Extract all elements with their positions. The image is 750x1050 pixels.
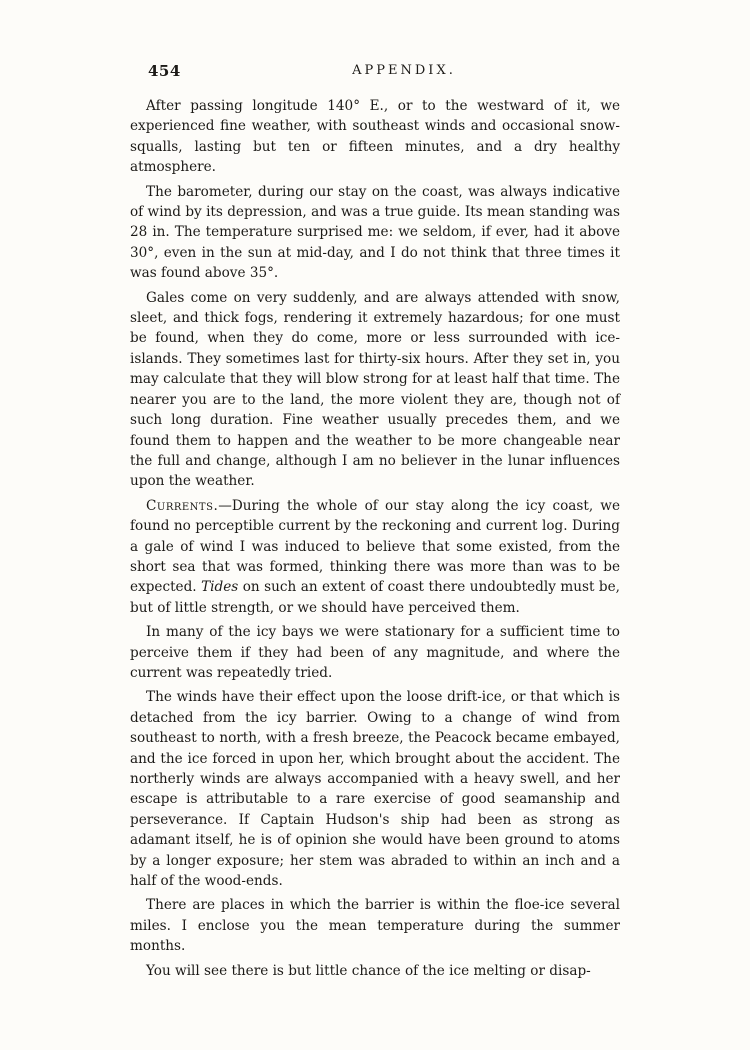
running-title: APPENDIX. <box>352 63 456 78</box>
paragraph-ice-melting: You will see there is but little chance of the ice melting or disap- <box>146 962 591 979</box>
body-text <box>130 96 620 983</box>
currents-text-a: —During the whole of our stay along the icy coast, we found no perceptible current by the reckoning and current log. During a gale of wind I was induced to believe that some existed, from the short sea that was formed, thinking there was more than was to be expected. <box>130 497 620 596</box>
tides-italic: Tides <box>201 579 239 596</box>
running-head <box>148 62 620 86</box>
paragraph-icy-bays: In many of the icy bays we were stationary for a sufficient time to perceive them if they had been of any magnitude, and where the current was repeatedly tried. <box>130 624 620 681</box>
paragraph-gales: Gales come on very suddenly, and are always attended with snow, sleet, and thick fogs, rendering it extremely hazardous; for one must be found, when they do come, more or less surrounded with ice-islands. They sometimes last for thirty-six hours. After they set in, you may calculate that they will blow strong for at least half that time. The nearer you are to the land, the more violent they are, though not of such long duration. Fine weather usually precedes them, and we found them to happen and the weather to be more changeable near the full and change, although I am no believer in the lunar influences upon the weather. <box>130 289 620 490</box>
paragraph-barrier: There are places in which the barrier is within the floe-ice several miles. I enclose you the mean temperature during the summer months. <box>130 897 620 955</box>
paragraph-winds-drift-ice: The winds have their effect upon the loose drift-ice, or that which is detached from the icy barrier. Owing to a change of wind from southeast to north, with a fresh breeze, the Peacock became embayed, and the ice forced in upon her, which brought about the accident. The northerly winds are always accompanied with a heavy swell, and her escape is attributable to a rare exercise of good seamanship and perseverance. If Captain Hudson's ship had been as strong as adamant itself, he is of opinion she would have been ground to atoms by a longer exposure; her stem was abraded to within an inch and a half of the wood-ends. <box>130 689 620 890</box>
paragraph-longitude-weather: After passing longitude 140° E., or to the westward of it, we experienced fine weather, with southeast winds and occasional snow-squalls, lasting but ten or fifteen minutes, and a dry healthy atmosphere. <box>130 98 620 176</box>
paragraph-barometer: The barometer, during our stay on the coast, was always indicative of wind by its depression, and was a true guide. Its mean standing was 28 in. The temperature surprised me: we seldom, if ever, had it above 30°, even in the sun at mid-day, and I do not think that three times it was found above 35°. <box>130 183 620 282</box>
page-number: 454 <box>148 62 181 80</box>
currents-heading: Currents. <box>146 497 219 514</box>
currents-text-b: on such an extent of coast there undoubtedly must be, but of little strength, or we should have perceived them. <box>130 579 620 616</box>
paragraph-currents <box>130 496 620 618</box>
